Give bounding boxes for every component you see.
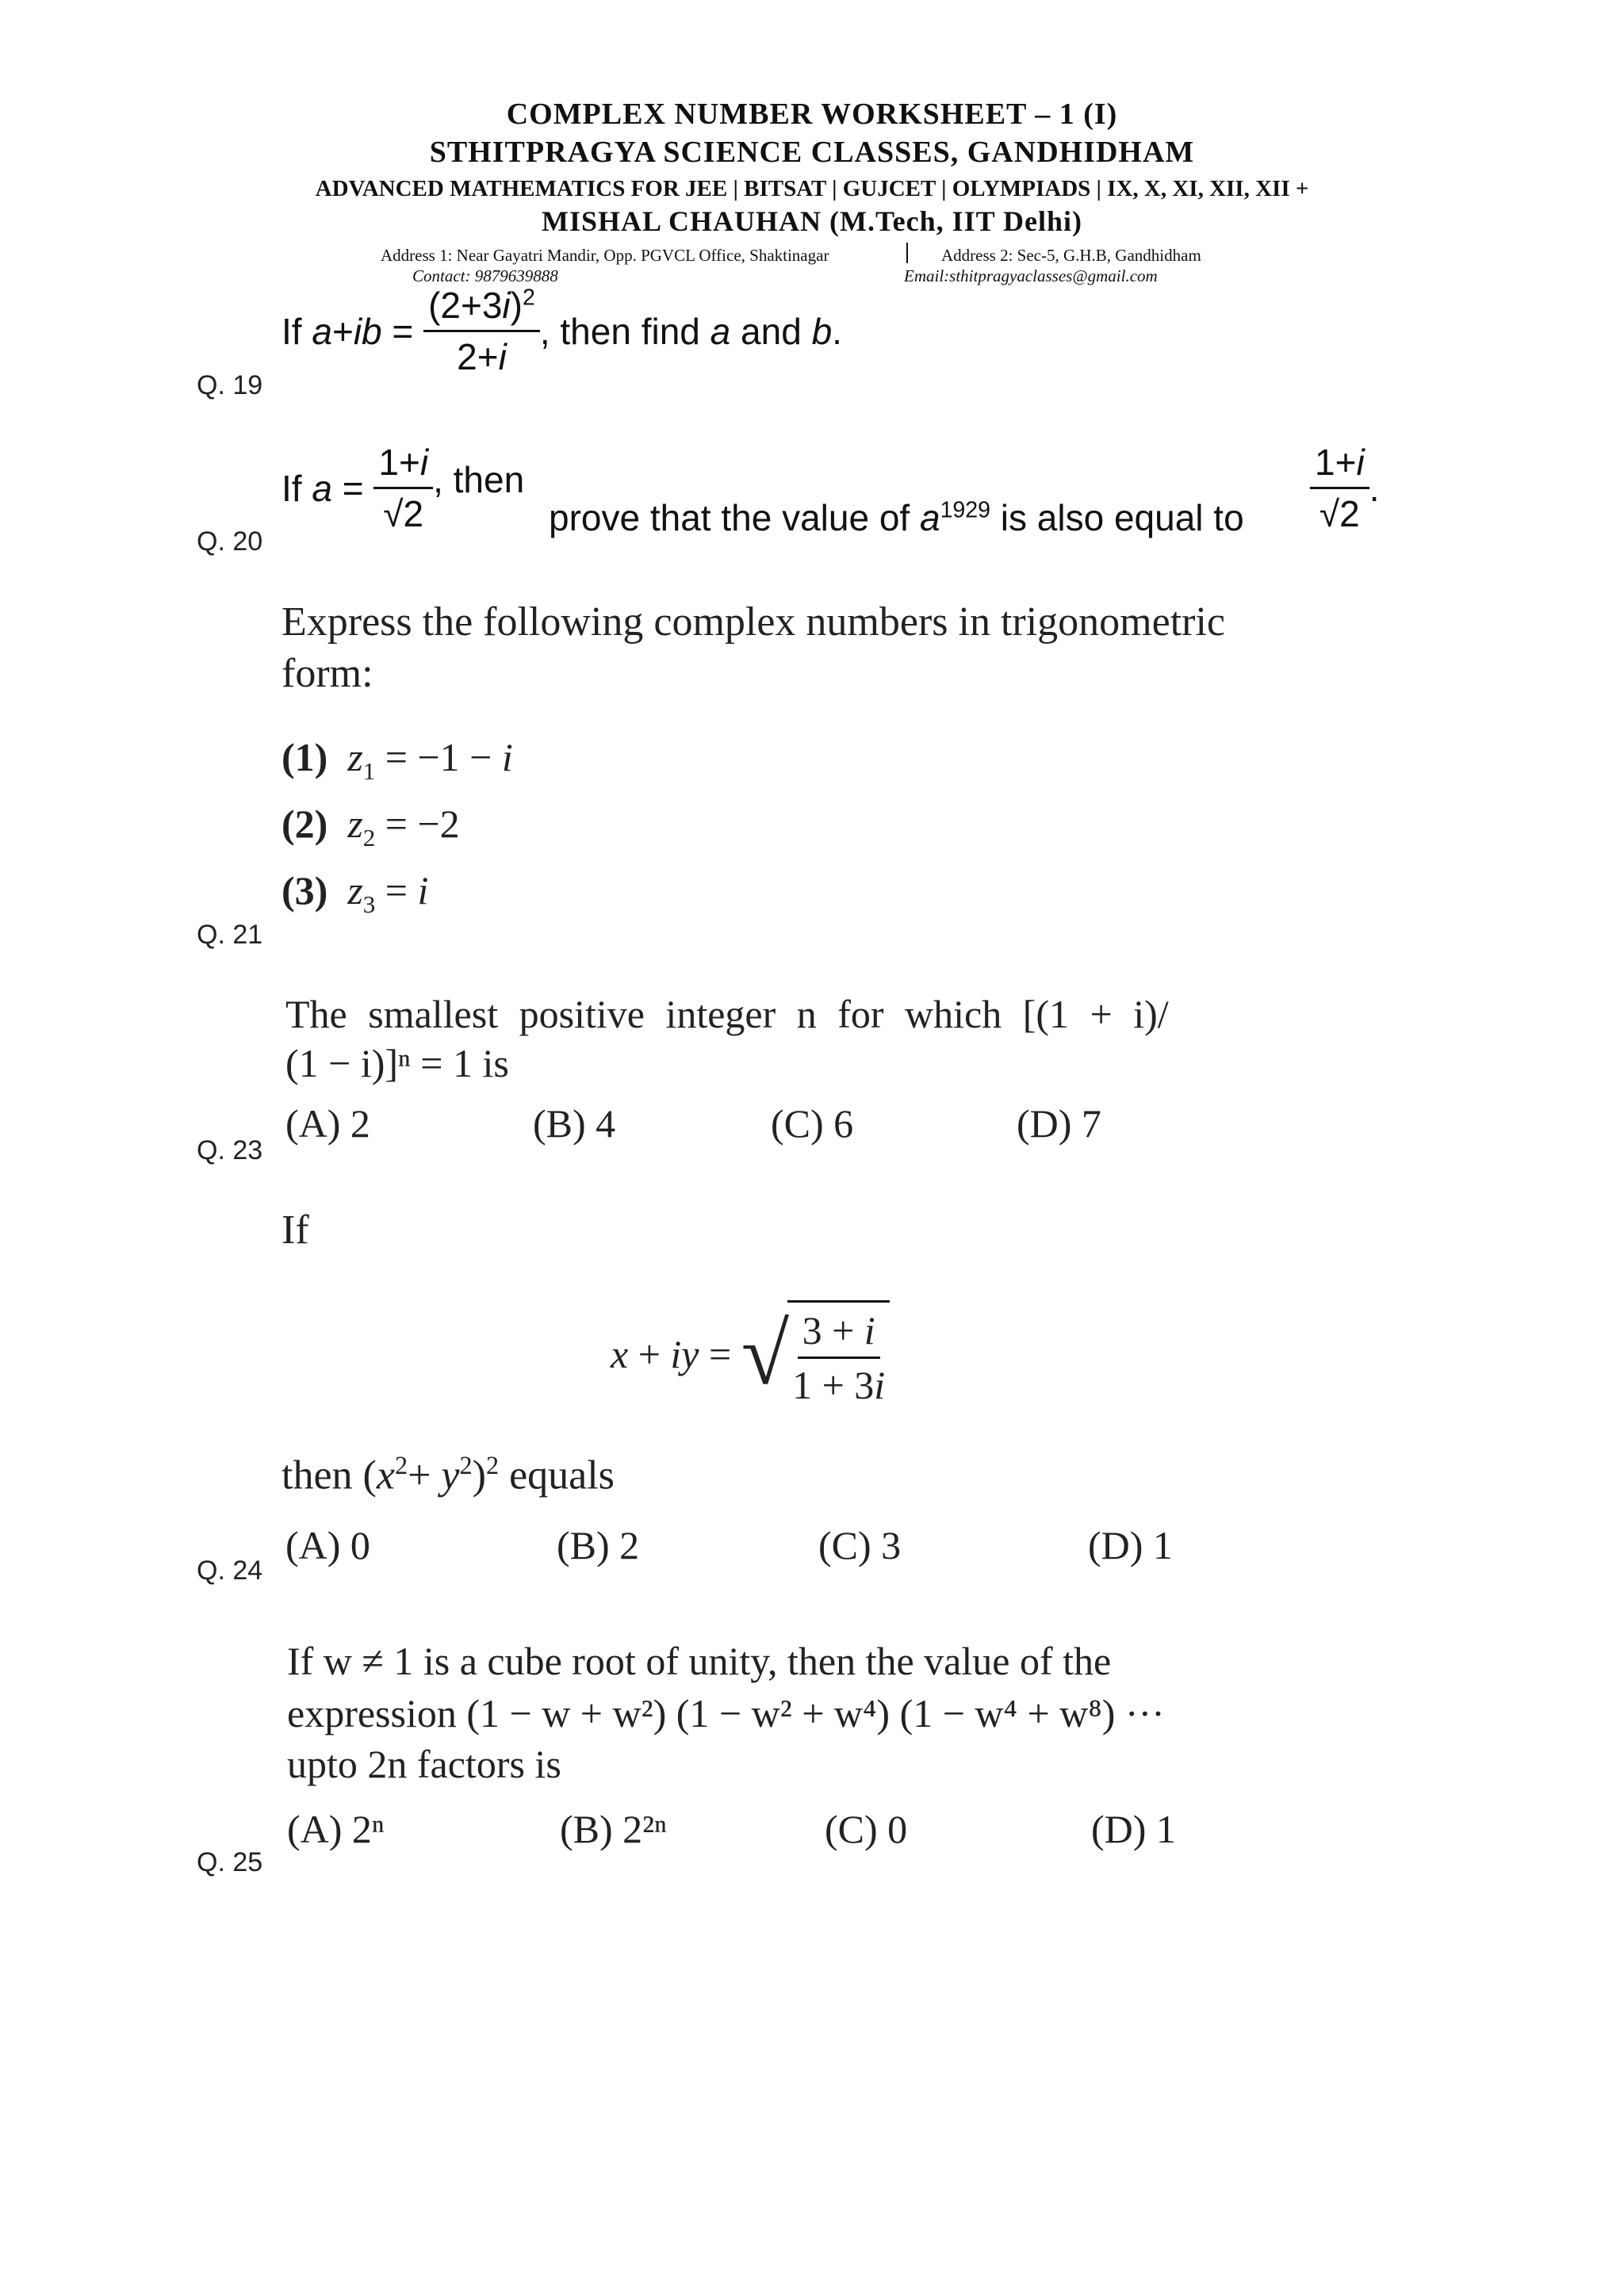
q21-line2: form: — [282, 651, 373, 696]
q24-if: If — [282, 1207, 309, 1253]
courses-line: ADVANCED MATHEMATICS FOR JEE | BITSAT | GUJCET | OLYMPIADS | IX, X, XI, XII, XII + — [315, 176, 1309, 201]
q19-fraction: $\frac{(2+3i)^2}{2+i}$ — [423, 284, 540, 378]
contact: Contact: 9879639888 — [412, 266, 558, 285]
q23-option-b: (B) 4 — [533, 1101, 616, 1146]
q25-line1: If w ≠ 1 is a cube root of unity, then the value of the — [287, 1639, 1112, 1683]
q20-fraction-result: $\frac{1+i}{√2}$ . — [1310, 441, 1379, 535]
q19-label: Q. 19 — [197, 370, 263, 400]
address-divider — [906, 243, 908, 263]
worksheet-title: COMPLEX NUMBER WORKSHEET – 1 (I) — [506, 98, 1118, 131]
q23-line2: (1 − i)]ⁿ = 1 is — [285, 1041, 509, 1085]
q24-option-b: (B) 2 — [557, 1523, 640, 1567]
q25-option-b: (B) 2²ⁿ — [560, 1807, 667, 1851]
q20-label: Q. 20 — [197, 526, 263, 557]
q24-equation: x + iy = √ $\frac{3 + i}{1 + 3i}$ — [611, 1300, 890, 1408]
q25-line3: upto 2n factors is — [287, 1742, 561, 1786]
q19-text: If a + ib = $\frac{(2+3i)^2}{2+i}$ , then find a and b . — [282, 285, 842, 377]
q23-option-d: (D) 7 — [1017, 1101, 1101, 1146]
q20-fraction-a: $\frac{1+i}{√2}$ — [373, 441, 433, 535]
q25-line2: expression (1 − w + w²) (1 − w² + w⁴) (1 − w⁴ + w⁸) ··· — [287, 1691, 1165, 1735]
q21-line1: Express the following complex numbers in trigonometric — [282, 599, 1225, 645]
address-2: Address 2: Sec-5, G.H.B, Gandhidham — [941, 246, 1201, 265]
teacher-name: MISHAL CHAUHAN (M.Tech, IIT Delhi) — [541, 205, 1083, 237]
q25-option-c: (C) 0 — [825, 1807, 908, 1851]
q23-option-a: (A) 2 — [285, 1101, 370, 1146]
q20-text: If a = $\frac{1+i}{√2}$ , then — [282, 442, 525, 534]
q24-option-a: (A) 0 — [285, 1523, 370, 1567]
q19-if: If — [282, 310, 302, 352]
q21-item-3: (3) $z_3 = i$ — [282, 868, 429, 918]
q19-tail: , then find — [539, 310, 700, 352]
q24-option-c: (C) 3 — [818, 1523, 902, 1567]
q25-option-d: (D) 1 — [1091, 1807, 1176, 1851]
institute-name: STHITPRAGYA SCIENCE CLASSES, GANDHIDHAM — [429, 136, 1195, 169]
q23-line1: The smallest positive integer n for which [(1 + i)/ — [285, 992, 1169, 1036]
q21-item-1: (1) $z_1 = -1 - i$ — [282, 735, 513, 785]
q25-option-a: (A) 2ⁿ — [287, 1807, 385, 1851]
q21-item-2: (2) $z_2 = -2$ — [282, 802, 460, 851]
q25-label: Q. 25 — [197, 1847, 263, 1877]
q24-then-line: then $(x^2+ y^2)^2$ equals — [282, 1451, 615, 1498]
address-1: Address 1: Near Gayatri Mandir, Opp. PGVCL Office, Shaktinagar — [381, 246, 829, 265]
q24-label: Q. 24 — [197, 1556, 263, 1586]
email: Email:sthitpragyaclasses@gmail.com — [904, 266, 1158, 285]
q23-label: Q. 23 — [197, 1135, 263, 1165]
q20-prove: prove that the value of $a^{1929}$ is also equal to — [549, 497, 1244, 538]
q21-label: Q. 21 — [197, 920, 263, 950]
q23-option-c: (C) 6 — [771, 1101, 854, 1146]
q24-option-d: (D) 1 — [1088, 1523, 1173, 1567]
